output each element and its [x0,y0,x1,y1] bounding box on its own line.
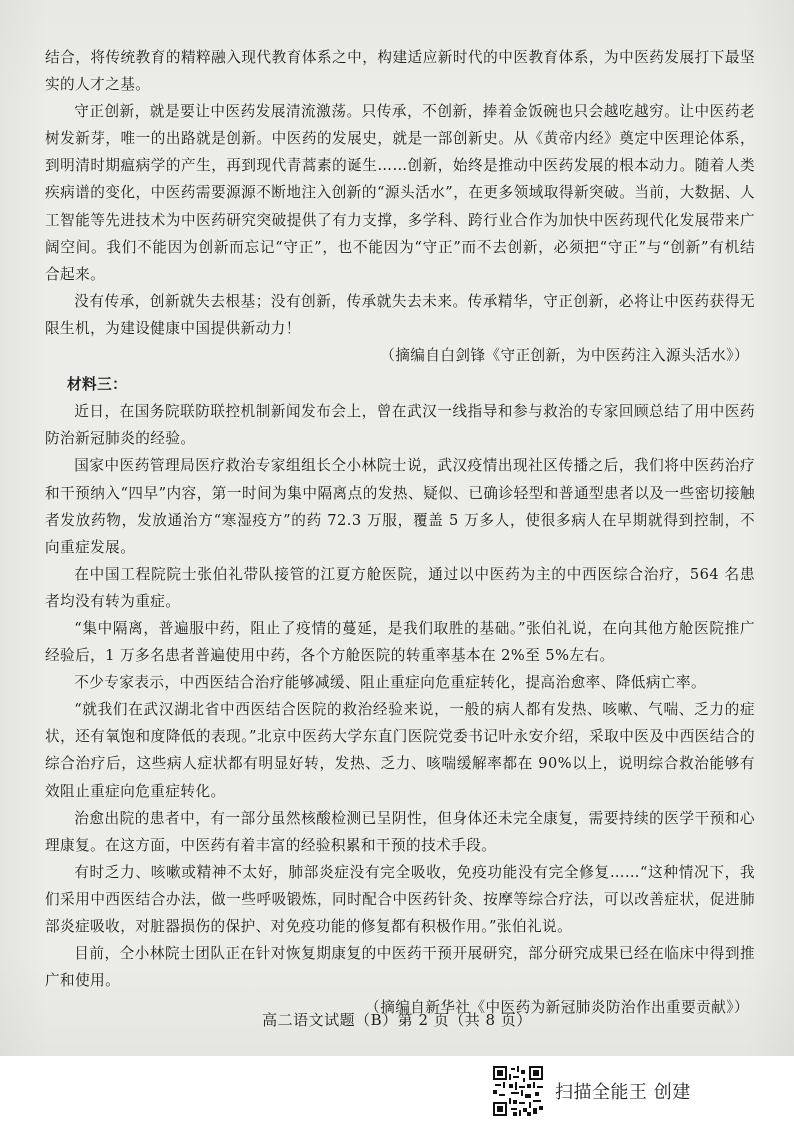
paragraph: “就我们在武汉湖北省中西医结合医院的救治经验来说，一般的病人都有发热、咳嗽、气喘、乏力的症状，还有氧饱和度降低的表现。”北京中医药大学东直门医院党委书记叶永安介绍，采取中医及中西医结合的综合治疗后，这些病人症状都有明显好转，发热、乏力、咳喘缓解率都在 90%以上，说明综合救治能够有效阻止重症向危重症转化。 [45,701,755,800]
paragraph: “集中隔离，普遍服中药，阻止了疫情的蔓延，是我们取胜的基础。”张伯礼说，在向其他方舱医院推广经验后，1 万多名患者普遍使用中药，各个方舱医院的转重率基本在 2%至 5%左右。 [45,619,755,665]
paragraph: 结合，将传统教育的精粹融入现代教育体系之中，构建适应新时代的中医教育体系，为中医药发展打下最坚实的人才之基。 [45,49,755,94]
paragraph: 有时乏力、咳嗽或精神不太好，肺部炎症没有完全吸收，免疫功能没有完全修复……“这种情况下，我们采用中西医结合办法，做一些呼吸锻炼，同时配合中医药针灸、按摩等综合疗法，可以改善症状，促进肺部炎症吸收，对脏器损伤的保护、对免疫功能的修复都有积极作用。”张伯礼说。 [45,863,755,935]
paragraph: 守正创新，就是要让中医药发展清流激荡。只传承，不创新，捧着金饭碗也只会越吃越穷。让中医药老树发新芽，唯一的出路就是创新。中医药的发展史，就是一部创新史。从《黄帝内经》奠定中医理论体系，到明清时期瘟病学的产生，再到现代青蒿素的诞生……创新，始终是推动中医药发展的根本动力。随着人类疾病谱的变化，中医药需要源源不断地注入创新的“源头活水”，在更多领域取得新突破。当前，大数据、人工智能等先进技术为中医药研究突破提供了有力支撑，多学科、跨行业合作为加快中医药现代化发展带来广阔空间。我们不能因为创新而忘记“守正”，也不能因为“守正”而不去创新，必须把“守正”与“创新”有机结合起来。 [45,103,755,283]
material-heading: 材料三： [67,376,128,394]
paragraph: 在中国工程院院士张伯礼带队接管的江夏方舱医院，通过以中医药为主的中西医综合治疗，564 名患者均没有转为重症。 [45,565,755,610]
scanner-watermark [493,1066,691,1116]
page-content [45,44,755,1021]
qr-code-icon [493,1066,543,1116]
paragraph: 国家中医药管理局医疗救治专家组组长仝小林院士说，武汉疫情出现社区传播之后，我们将中医药治疗和干预纳入“四早”内容，第一时间为集中隔离点的发热、疑似、已确诊轻型和普通型患者以及一些密切接触者发放药物，发放通治方“寒湿疫方”的药 72.3 万服，覆盖 5 万多人，使很多病人在早期就得到控制，不向重症发展。 [45,457,755,556]
paragraph: 治愈出院的患者中，有一部分虽然核酸检测已呈阴性，但身体还未完全康复，需要持续的医学干预和心理康复。在这方面，中医药有着丰富的经验积累和干预的技术手段。 [45,809,755,854]
source-citation: （摘编自新华社《中医药为新冠肺炎防治作出重要贡献》） [365,999,749,1017]
watermark-text: 扫描全能王 创建 [555,1082,691,1103]
paragraph: 近日，在国务院联防联控机制新闻发布会上，曾在武汉一线指导和参与救治的专家回顾总结了用中医药防治新冠肺炎的经验。 [45,403,755,448]
paragraph: 目前，仝小林院士团队正在针对恢复期康复的中医药干预开展研究，部分研究成果已经在临床中得到推广和使用。 [45,945,755,990]
source-citation: （摘编自白剑锋《守正创新，为中医药注入源头活水》） [380,347,749,365]
paragraph: 没有传承，创新就失去根基；没有创新，传承就失去未来。传承精华，守正创新，必将让中医药获得无限生机，为建设健康中国提供新动力！ [45,292,755,337]
paragraph: 不少专家表示，中西医结合治疗能够减缓、阻止重症向危重症转化，提高治愈率、降低病亡率。 [74,674,707,692]
page-footer: 高二语文试题（B）第 2 页（共 8 页） [262,1011,532,1029]
